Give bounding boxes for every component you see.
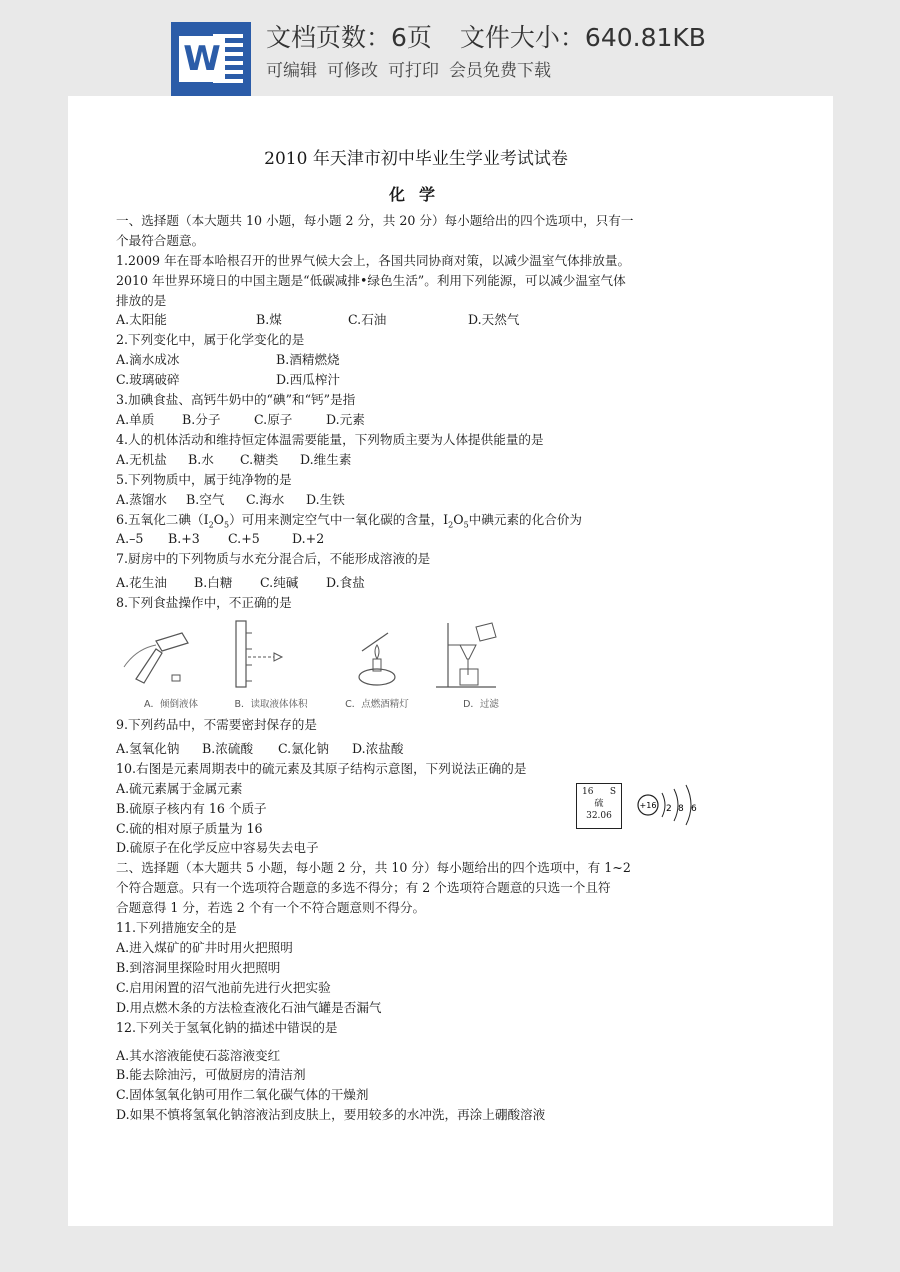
answer-options [116,529,736,549]
option: A.硫元素属于金属元素 [116,780,243,796]
option: D.用点燃木条的方法检查液化石油气罐是否漏气 [116,999,382,1015]
atomic-number: 16 [582,786,594,797]
option: C.石油 [348,312,387,328]
option: A.滴水成冰 [116,352,180,368]
answer-options [116,310,736,330]
option: B.空气 [186,491,225,507]
question-text: 10.右图是元素周期表中的硫元素及其原子结构示意图，下列说法正确的是 [116,760,527,776]
element-symbol: S [609,786,616,797]
option: C.硫的相对原子质量为 16 [116,820,263,836]
question-text: 6.五氧化二碘$(I_2O_5)$可用来测定空气中一氧化碳的含量，$I_2O_5$中碘元素的化合价为 [116,511,583,530]
question-text: 1.2009 年在哥本哈根召开的世界气候大会上，各国共同协商对策，以减少温室气体排放量。 [116,252,631,268]
cylinder-reading-illustration [216,619,326,689]
answer-options [116,450,736,470]
question-text: 12.下列关于氢氧化钠的描述中错误的是 [116,1019,338,1035]
option: A.蒸馏水 [116,491,167,507]
figure-light-lamp [322,619,432,711]
figure-caption: B．读取液体体积 [234,699,308,711]
question-text: 11.下列措施安全的是 [116,920,237,936]
feature-item: 可打印 [388,61,439,81]
filtration-illustration [426,619,536,689]
option: C.玻璃破碎 [116,372,180,388]
question-text: 8.下列食盐操作中，不正确的是 [116,595,292,611]
question-text: 4.人的机体活动和维持恒定体温需要能量，下列物质主要为人体提供能量的是 [116,431,544,447]
option: D.元素 [326,411,365,427]
alcohol-lamp-illustration [322,619,432,689]
option: B.白糖 [194,575,233,591]
option: A.–5 [116,531,144,547]
figure-caption: A．倾倒液体 [144,699,198,711]
answer-options [116,573,736,593]
feature-item: 可修改 [327,61,378,81]
option: B.能去除油污，可做厨房的清洁剂 [116,1067,306,1083]
option: C.+5 [228,531,260,547]
question-text: 5.下列物质中，属于纯净物的是 [116,471,292,487]
question-text: 2.下列变化中，属于化学变化的是 [116,332,305,348]
option: C.纯碱 [260,575,299,591]
option: B.酒精燃烧 [276,352,340,368]
option: D.硫原子在化学反应中容易失去电子 [116,840,319,856]
option: C.海水 [246,491,285,507]
option: B.分子 [182,411,221,427]
pour-liquid-illustration [116,619,226,689]
file-meta [266,18,706,54]
option: D.西瓜榨汁 [276,372,341,388]
section-instructions: 二、选择题（本大题共 5 小题，每小题 2 分，共 10 分）每小题给出的四个选项中，有 1~2 [116,860,631,876]
option: C.原子 [254,411,293,427]
feature-item: 会员免费下载 [449,61,551,81]
option: A.无机盐 [116,451,167,467]
word-document-icon: W [171,22,251,96]
option: B.浓硫酸 [202,740,254,756]
answer-options [116,739,736,759]
option: B.+3 [168,531,200,547]
option: B.水 [188,451,214,467]
page-count: 文档页数：6页 [266,23,432,52]
option: D.+2 [292,531,325,547]
option: A.花生油 [116,575,167,591]
figure-caption: D．过滤 [463,699,499,711]
option: A.其水溶液能使石蕊溶液变红 [116,1047,281,1063]
section-instructions: 个符合题意。只有一个选项符合题意的多选不得分；有 2 个选项符合题意的只选一个且符 [116,880,611,896]
element-name: 硫 [594,798,604,809]
q10-block [116,779,736,859]
option: C.启用闲置的沼气池前先进行火把实验 [116,979,331,995]
download-banner [0,0,900,96]
feature-list [266,56,561,81]
section-instructions: 个最符合题意。 [116,232,205,248]
option: D.生铁 [306,491,345,507]
option: C.糖类 [240,451,279,467]
answer-options [116,370,736,390]
question-text: 排放的是 [116,292,167,308]
question-text: 2010 年世界环境日的中国主题是“低碳减排•绿色生活”。利用下列能源，可以减少温室气体 [116,272,626,288]
shell-electrons: 2 [666,803,672,814]
feature-item: 可编辑 [266,61,317,81]
option: D.天然气 [468,312,520,328]
file-size: 文件大小：640.81KB [459,23,706,52]
option: B.煤 [256,312,282,328]
answer-options [116,490,736,510]
option: A.单质 [116,411,155,427]
option: D.食盐 [326,575,365,591]
option: C.氯化钠 [278,740,329,756]
nucleus-charge: +16 [639,800,657,810]
option: C.固体氢氧化钠可用作二氧化碳气体的干燥剂 [116,1087,369,1103]
periodic-table-cell [576,783,622,829]
question-text: 7.厨房中的下列物质与水充分混合后，不能形成溶液的是 [116,551,431,567]
question-text: 3.加碘食盐、高钙牛奶中的“碘”和“钙”是指 [116,392,356,408]
atomic-structure-diagram [632,783,742,827]
shell-electrons: 6 [691,803,697,814]
exam-subject: 化学 [388,185,449,204]
exam-title: 2010 年天津市初中毕业生学业考试试卷 [264,149,568,169]
option: A.进入煤矿的矿井时用火把照明 [116,940,293,955]
option: D.如果不慎将氢氧化钠溶液沾到皮肤上，要用较多的水冲洗，再涂上硼酸溶液 [116,1107,546,1123]
option: D.维生素 [300,451,352,467]
q8-figures [116,619,736,711]
figure-caption: C．点燃酒精灯 [345,699,409,711]
option: B.到溶洞里探险时用火把照明 [116,959,281,975]
figure-pour-liquid [116,619,226,711]
question-text: 9.下列药品中，不需要密封保存的是 [116,717,317,733]
option: A.氢氧化钠 [116,740,180,756]
shell-electrons: 8 [678,803,684,814]
answer-options [116,350,736,370]
option: B.硫原子核内有 16 个质子 [116,800,267,816]
section-instructions: 合题意得 1 分，若选 2 个有一个不符合题意则不得分。 [116,900,426,916]
figure-filtration [426,619,536,711]
answer-options [116,410,736,430]
atomic-mass: 32.06 [586,810,612,821]
figure-read-volume [216,619,326,711]
exam-content [116,147,736,1125]
option: D.浓盐酸 [352,740,404,756]
section-instructions: 一、选择题（本大题共 10 小题，每小题 2 分，共 20 分）每小题给出的四个选项中，只有一 [116,212,634,228]
option: A.太阳能 [116,312,167,328]
